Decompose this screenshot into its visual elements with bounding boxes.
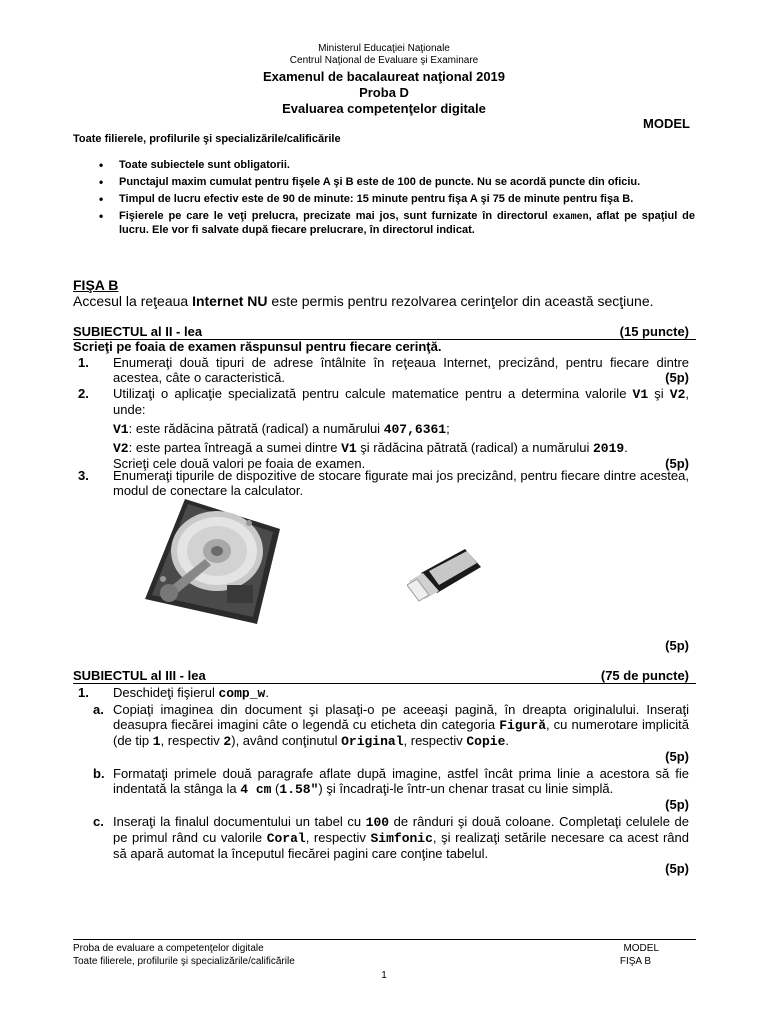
q2-v1-end: ; — [446, 421, 450, 436]
subtask-text: , respectiv — [305, 830, 371, 845]
task-1b — [73, 766, 689, 812]
code-1: 1 — [152, 734, 161, 749]
rule-text: Punctajul maxim cumulat pentru fişele A şi B este de 100 de puncte. Nu se acordă puncte din oficiu. — [119, 176, 641, 188]
q2-v2-label: V2 — [113, 441, 129, 456]
model-label: MODEL — [643, 116, 690, 131]
q2-v2-mid: şi rădăcina pătrată (radical) a numărului — [356, 440, 593, 455]
subject-2-title: SUBIECTUL al II - lea — [73, 324, 203, 339]
footer-fisa: FIŞA B — [619, 956, 651, 967]
subtask-text: Formataţi primele două paragrafe aflate după imagine, astfel încât prima linie a acestora să fie indentată la stânga la — [113, 766, 689, 796]
task-text-end: . — [265, 685, 269, 700]
task-1a — [73, 702, 689, 764]
page-number: 1 — [381, 970, 387, 981]
center-name: Centrul Naţional de Evaluare şi Examinare — [289, 55, 479, 66]
code-100: 100 — [365, 815, 390, 830]
subtask-points: (5p) — [665, 797, 689, 812]
access-post: este permis pentru rezolvarea cerinţelor din această secţiune. — [267, 293, 654, 309]
subtask-text: ), având conţinutul — [231, 733, 342, 748]
code-2: 2 — [223, 734, 232, 749]
subtask-letter: a. — [93, 702, 104, 717]
exam-title: Examenul de bacalaureat naţional 2019 — [262, 69, 506, 84]
fisa-title: FIŞA B — [73, 277, 119, 293]
q2-number-1: 407,6361 — [383, 422, 447, 437]
rule-code: examen — [552, 212, 589, 223]
q2-v1-label: V1 — [113, 422, 129, 437]
q2-mid: şi — [648, 386, 670, 401]
q2-v1: V1 — [632, 387, 649, 402]
q2-v2: V2 — [669, 387, 686, 402]
question-number: 1. — [78, 355, 89, 370]
q2-v2-end: . — [624, 440, 628, 455]
subject-2-points: (15 puncte) — [619, 324, 689, 339]
subtask-text: Copiaţi imaginea din document şi plasaţi-o pe aceeaşi pagină, în dreapta originalului. Inseraţi deasupra fiecărei imagini câte o legendă cu eticheta din categoria — [113, 702, 689, 732]
access-bold: Internet NU — [192, 293, 268, 309]
evaluare-title: Evaluarea competenţelor digitale — [282, 101, 486, 116]
rule-text-post: , aflat pe spaţiul de lucru. Ele vor fi salvate după fiecare prelucrare, în directorul indicat. — [119, 210, 695, 236]
question-3-points: (5p) — [665, 638, 689, 653]
footer — [73, 942, 689, 968]
code-copie: Copie — [466, 734, 506, 749]
q2-instruction: Scrieţi cele două valori pe foaia de examen. — [113, 456, 366, 471]
footer-model: MODEL — [623, 943, 659, 954]
q2-number-2: 2019 — [592, 441, 625, 456]
usb-flash-drive-image — [407, 543, 485, 603]
filiere-line: Toate filierele, profilurile şi specializările/calificările — [73, 133, 341, 145]
file-name: comp_w — [218, 686, 266, 701]
rule-item — [73, 159, 695, 172]
footer-rule — [73, 939, 696, 940]
task-number: 1. — [78, 685, 89, 700]
task-1c — [73, 814, 689, 876]
question-text: Enumeraţi tipurile de dispozitive de stocare figurate mai jos precizând, pentru fiecare dintre acestea, modul de conectare la calculator. — [113, 468, 689, 498]
subject-2-instruction: Scrieţi pe foaia de examen răspunsul pentru fiecare cerinţă. — [73, 339, 442, 354]
question-number: 3. — [78, 468, 89, 483]
code-simfonic: Simfonic — [370, 831, 433, 846]
question-points: (5p) — [665, 370, 689, 385]
q2-v1-def: : este rădăcina pătrată (radical) a numărului — [128, 421, 384, 436]
subtask-text: . — [505, 733, 510, 748]
task-text: Deschideţi fişierul — [113, 685, 219, 700]
question-text: Enumeraţi două tipuri de adrese întâlnite în reţeaua Internet, precizând, pentru fiecare dintre acestea, câte o caracteristică. — [113, 355, 689, 385]
subject-3-underline — [73, 683, 696, 684]
subject-3-points: (75 de puncte) — [600, 668, 689, 683]
rule-item — [73, 193, 695, 206]
q2-v1-ref: V1 — [341, 441, 357, 456]
rule-item — [73, 210, 695, 237]
ministry-name: Ministerul Educaţiei Naţionale — [318, 43, 450, 54]
code-coral: Coral — [266, 831, 306, 846]
rule-text: Toate subiectele sunt obligatorii. — [119, 159, 290, 171]
access-note — [73, 293, 654, 309]
subtask-text: ) şi încadraţi-le într-un chenar trasat cu linie simplă. — [318, 781, 614, 796]
rules-list — [73, 159, 695, 241]
subtask-text: , şi realizaţi setările necesare ca acest rând să apară automat la începutul fiecărei pagini care conţine tabelul. — [113, 830, 689, 861]
q2-text: Utilizaţi o aplicaţie specializată pentru calcule matematice pentru a determina valorile — [113, 386, 633, 401]
subject-2-heading — [73, 324, 689, 339]
subtask-text: de rânduri şi două coloane. Completaţi celulele de pe primul rând cu valorile — [113, 814, 689, 845]
subtask-points: (5p) — [665, 861, 689, 876]
rule-text: Fişierele pe care le veţi prelucra, precizate mai jos, sunt furnizate în directorul — [119, 210, 553, 222]
code-inches: 1.58" — [279, 782, 319, 797]
footer-line-1: Proba de evaluare a competenţelor digitale — [73, 943, 264, 954]
question-3 — [73, 468, 689, 498]
question-number: 2. — [78, 386, 89, 401]
rule-item — [73, 176, 695, 189]
proba-title: Proba D — [359, 85, 409, 100]
code-figura: Figură — [499, 718, 546, 733]
subtask-text: , cu numerotare implicită (de tip — [113, 717, 689, 748]
subtask-text: , respectiv — [160, 733, 224, 748]
subtask-letter: b. — [93, 766, 105, 781]
access-pre: Accesul la reţeaua — [73, 293, 193, 309]
question-points: (5p) — [665, 456, 689, 471]
rule-text: Timpul de lucru efectiv este de 90 de minute: 15 minute pentru fişa A şi 75 de minute pentru fişa B. — [119, 193, 634, 205]
subtask-text: ( — [271, 781, 280, 796]
code-original: Original — [341, 734, 404, 749]
hard-disk-image — [145, 499, 280, 624]
q2-post: , unde: — [113, 386, 689, 417]
question-1 — [73, 355, 689, 385]
subject-3-title: SUBIECTUL al III - lea — [73, 668, 206, 683]
subtask-text: , respectiv — [403, 733, 467, 748]
subject-3-heading — [73, 668, 689, 683]
question-2 — [73, 386, 689, 471]
code-4cm: 4 cm — [240, 782, 272, 797]
task-1 — [73, 685, 689, 701]
subtask-letter: c. — [93, 814, 104, 829]
q2-v2-def: : este partea întreagă a sumei dintre — [128, 440, 342, 455]
subtask-text: Inseraţi la finalul documentului un tabel cu — [113, 814, 366, 829]
subtask-points: (5p) — [665, 749, 689, 764]
footer-line-2: Toate filierele, profilurile şi specializările/calificările — [73, 956, 295, 967]
